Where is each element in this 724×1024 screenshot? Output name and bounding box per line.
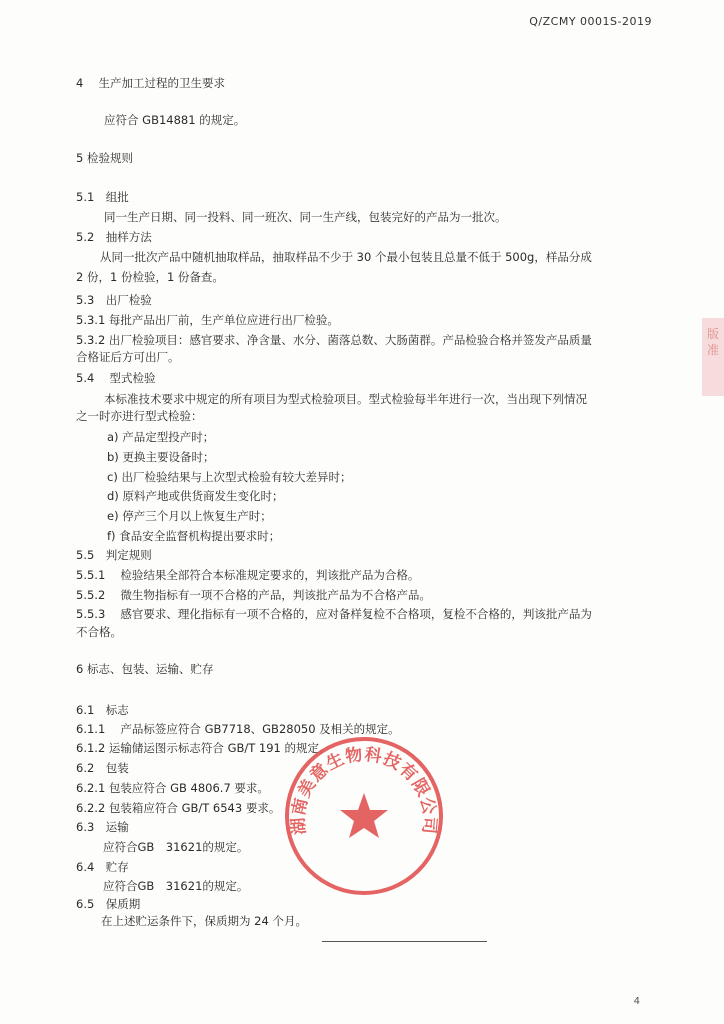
- seal-text: 湖南美意生物科技有限公司: [288, 744, 440, 836]
- text-6-5: 在上述贮运条件下，保质期为 24 个月。: [101, 914, 307, 928]
- list-item-b: b) 更换主要设备时；: [107, 450, 215, 464]
- heading-section-6: 6 标志、包装、运输、贮存: [76, 662, 214, 676]
- heading-6-4: 6.4 贮存: [76, 860, 129, 874]
- footer-divider: [322, 941, 487, 942]
- text-6-1-2: 6.1.2 运输储运图示标志符合 GB/T 191 的规定。: [76, 741, 331, 755]
- text-6-2-2: 6.2.2 包装箱应符合 GB/T 6543 要求。: [76, 801, 281, 815]
- heading-6-3: 6.3 运输: [76, 820, 129, 834]
- heading-6-2: 6.2 包装: [76, 761, 129, 775]
- text-5-1: 同一生产日期、同一投料、同一班次、同一生产线，包装完好的产品为一批次。: [104, 210, 507, 224]
- text-5-4-line1: 本标准技术要求中规定的所有项目为型式检验项目。型式检验每半年进行一次，当出现下列情况: [104, 392, 587, 406]
- list-item-c: c) 出厂检验结果与上次型式检验有较大差异时；: [107, 470, 352, 484]
- text-5-4-line2: 之一时亦进行型式检验：: [76, 409, 203, 423]
- list-item-e: e) 停产三个月以上恢复生产时；: [107, 509, 272, 523]
- heading-6-1: 6.1 标志: [76, 703, 129, 717]
- heading-5-4: 5.4 型式检验: [76, 371, 156, 385]
- text-5-3-1: 5.3.1 每批产品出厂前，生产单位应进行出厂检验。: [76, 313, 339, 327]
- list-item-f: f) 食品安全监督机构提出要求时；: [107, 529, 281, 543]
- heading-5-3: 5.3 出厂检验: [76, 293, 152, 307]
- list-item-d: d) 原料产地或供货商发生变化时；: [107, 489, 284, 503]
- text-5-5-1: 5.5.1 检验结果全部符合本标准规定要求的，判该批产品为合格。: [76, 568, 420, 582]
- edge-stamp: [702, 318, 724, 396]
- text-6-4: 应符合GB 31621的规定。: [103, 879, 249, 893]
- heading-5-2: 5.2 抽样方法: [76, 230, 152, 244]
- text-5-3-2-line2: 合格证后方可出厂。: [76, 350, 180, 364]
- text-5-2-line1: 从同一批次产品中随机抽取样品，抽取样品不少于 30 个最小包装且总量不低于 500g，样品分成: [100, 250, 592, 264]
- heading-6-5: 6.5 保质期: [76, 897, 141, 911]
- list-item-a: a) 产品定型投产时；: [107, 430, 215, 444]
- text-5-5-3-line2: 不合格。: [76, 625, 122, 639]
- seal-star-icon: [340, 793, 388, 838]
- page-number: 4: [633, 996, 640, 1007]
- text-5-2-line2: 2 份，1 份检验，1 份备查。: [76, 270, 224, 284]
- document-number: Q/ZCMY 0001S-2019: [529, 15, 652, 28]
- text-6-3: 应符合GB 31621的规定。: [103, 840, 249, 854]
- company-seal: [283, 735, 445, 897]
- edge-stamp-text: 版 准: [706, 327, 719, 357]
- heading-5-1: 5.1 组批: [76, 190, 129, 204]
- text-section-4: 应符合 GB14881 的规定。: [104, 113, 246, 127]
- text-5-5-3-line1: 5.5.3 感官要求、理化指标有一项不合格的，应对备样复检不合格项，复检不合格的，判该批产品为: [76, 607, 592, 621]
- text-6-1-1: 6.1.1 产品标签应符合 GB7718、GB28050 及相关的规定。: [76, 722, 400, 736]
- text-5-5-2: 5.5.2 微生物指标有一项不合格的产品，判该批产品为不合格产品。: [76, 588, 431, 602]
- text-6-2-1: 6.2.1 包装应符合 GB 4806.7 要求。: [76, 781, 269, 795]
- heading-section-4: 4 生产加工过程的卫生要求: [76, 76, 225, 90]
- text-5-3-2-line1: 5.3.2 出厂检验项目：感官要求、净含量、水分、菌落总数、大肠菌群。产品检验合格并签发产品质量: [76, 333, 592, 347]
- heading-section-5: 5 检验规则: [76, 151, 133, 165]
- heading-5-5: 5.5 判定规则: [76, 548, 152, 562]
